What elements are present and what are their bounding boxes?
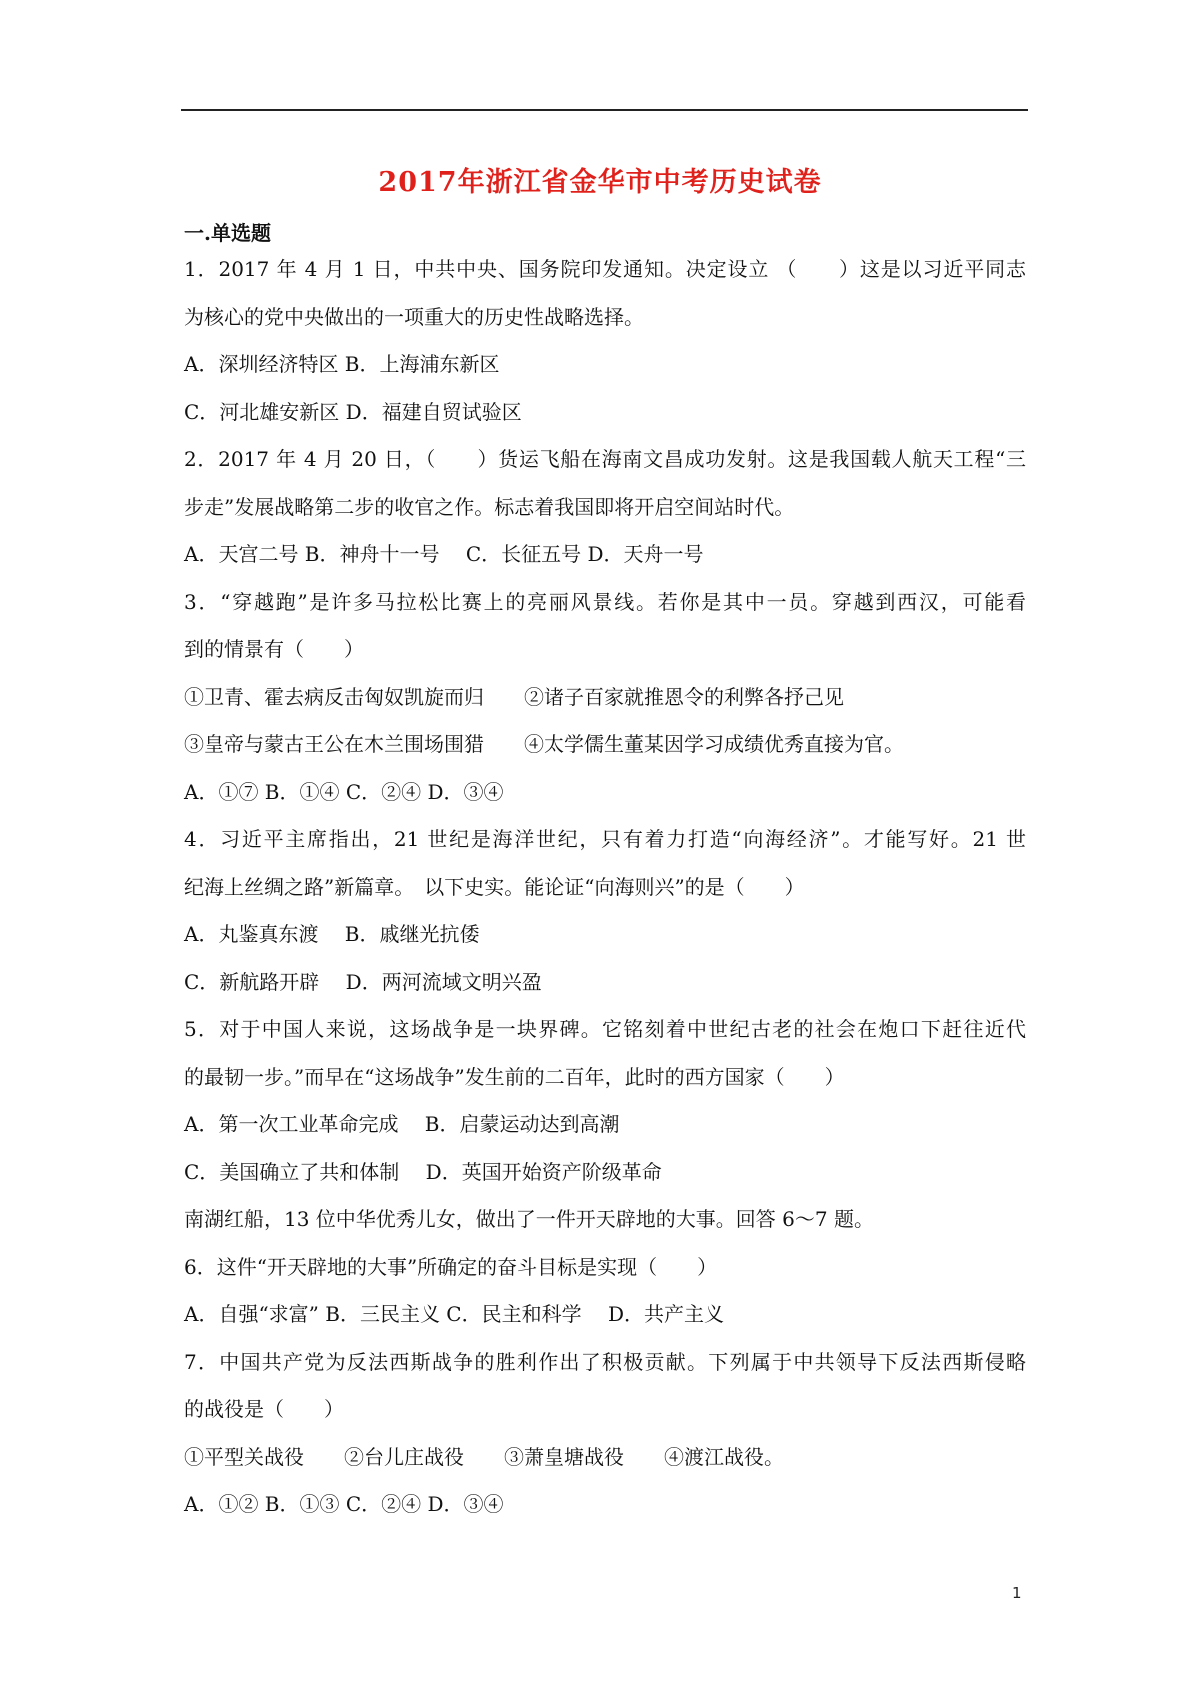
q7-statements: ①平型关战役 ②台儿庄战役 ③萧皇塘战役 ④渡江战役。 <box>184 1444 784 1469</box>
exam-content <box>184 218 1026 1537</box>
q6-stem: 6．这件“开天辟地的大事”所确定的奋斗目标是实现（ ） <box>184 1254 718 1279</box>
q5-stem-line-1: 5．对于中国人来说，这场战争是一块界碑。它铭刻着中世纪古老的社会在炮口下赶往近代 <box>184 1017 1026 1041</box>
q3-stem-line-1: 3．“穿越跑”是许多马拉松比赛上的亮丽风景线。若你是其中一员。穿越到西汉，可能看 <box>184 589 1026 614</box>
q7-stem-line-1: 7．中国共产党为反法西斯战争的胜利作出了积极贡献。下列属于中共领导下反法西斯侵略 <box>184 1349 1026 1374</box>
header-rule <box>181 109 1028 111</box>
section-heading: 一.单选题 <box>184 221 271 245</box>
q2-options: A．天宫二号 B．神舟十一号 C．长征五号 D．天舟一号 <box>184 542 704 566</box>
q7-stem-line-2: 的战役是（ ） <box>184 1397 344 1421</box>
q5-stem-line-2: 的最韧一步。”而早在“这场战争”发生前的二百年，此时的西方国家（ ） <box>184 1064 845 1089</box>
q4-options-ab: A．丸鉴真东渡 B．戚继光抗倭 <box>184 922 480 946</box>
q1-options-cd: C．河北雄安新区 D．福建自贸试验区 <box>184 399 522 424</box>
q3-statements-12: ①卫青、霍去病反击匈奴凯旋而归 ②诸子百家就推恩令的利弊各抒己见 <box>184 684 844 709</box>
q4-stem-line-1: 4．习近平主席指出，21 世纪是海洋世纪，只有着力打造“向海经济”。才能写好。21 世 <box>184 827 1026 851</box>
q2-stem-line-1: 2．2017 年 4 月 20 日，（ ）货运飞船在海南文昌成功发射。这是我国载人航天工程“三 <box>184 447 1026 471</box>
q2-stem-line-2: 步走”发展战略第二步的收官之作。标志着我国即将开启空间站时代。 <box>184 494 795 519</box>
q7-options: A．①② B．①③ C．②④ D．③④ <box>184 1492 504 1516</box>
q5-options-cd: C．美国确立了共和体制 D．英国开始资产阶级革命 <box>184 1159 662 1184</box>
q3-options: A．①⑦ B．①④ C．②④ D．③④ <box>184 779 504 804</box>
q4-options-cd: C．新航路开辟 D．两河流域文明兴盈 <box>184 969 542 994</box>
q6-options: A．自强“求富” B．三民主义 C．民主和科学 D．共产主义 <box>184 1302 724 1326</box>
q3-stem-line-2: 到的情景有（ ） <box>184 637 364 661</box>
q5-options-ab: A．第一次工业革命完成 B．启蒙运动达到高潮 <box>184 1112 620 1136</box>
q1-options-ab: A．深圳经济特区 B．上海浦东新区 <box>184 352 500 376</box>
q4-stem-line-2: 纪海上丝绸之路”新篇章。 以下史实。能论证“向海则兴”的是（ ） <box>184 874 805 899</box>
page-title: 2017年浙江省金华市中考历史试卷 <box>378 167 822 198</box>
q3-statements-34: ③皇帝与蒙古王公在木兰围场围猎 ④太学儒生董某因学习成绩优秀直接为官。 <box>184 732 904 756</box>
page-number: 1 <box>1012 1584 1022 1602</box>
q1-stem-line-2: 为核心的党中央做出的一项重大的历史性战略选择。 <box>184 304 644 329</box>
q6-7-intro: 南湖红船，13 位中华优秀儿女，做出了一件开天辟地的大事。回答 6～7 题。 <box>184 1207 874 1231</box>
q1-stem-line-1: 1．2017 年 4 月 1 日，中共中央、国务院印发通知。决定设立 （ ）这是以习近平同志 <box>184 257 1026 281</box>
